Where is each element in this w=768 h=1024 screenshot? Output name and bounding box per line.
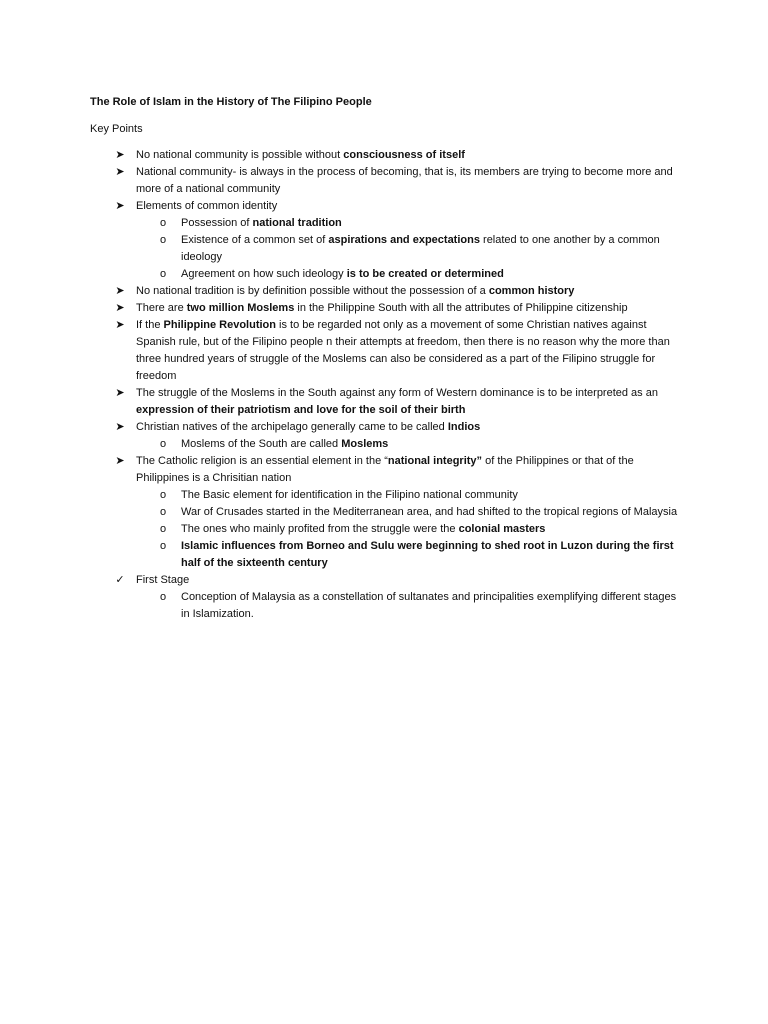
text-run: is to be regarded not only as a movement of some Christian natives against Spanish rule, but of the Filipino people n their attempts at freedom, then there is no reason why the more than three hundred years of struggle of the Moslems can also be considered as a part of the Filipino struggle for freedom [136,319,670,382]
text-run: Elements of common identity [136,200,278,212]
document-body [90,94,680,623]
text-run: The ones who mainly profited from the struggle were the [181,523,459,535]
text-run: Agreement on how such ideology [181,268,347,280]
text-run: related to one another by a common ideology [181,234,660,263]
list-item-text [136,319,670,382]
list-item [90,453,680,487]
list-item-text [136,166,673,195]
arrow-bullet-icon: ➤ [115,285,125,297]
list-item-text [136,302,628,314]
bold-text: aspirations and expectations [328,234,480,246]
circle-bullet-icon: o [159,506,167,518]
list-item [90,317,680,385]
arrow-bullet-icon: ➤ [115,302,125,314]
bold-text: Islamic influences from Borneo and Sulu were beginning to shed root in Luzon during the first half of the sixteenth century [181,540,674,569]
text-run: War of Crusades started in the Mediterranean area, and had shifted to the tropical regions of Malaysia [181,506,678,518]
arrow-bullet-icon: ➤ [115,149,125,161]
sub-list-item-text [181,268,504,280]
circle-bullet-icon: o [159,540,167,552]
sub-list-item-text [181,540,674,569]
text-run: The Basic element for identification in the Filipino national community [181,489,518,501]
arrow-bullet-icon: ➤ [115,455,125,467]
list-item [90,385,680,419]
sub-list-item-text [181,217,342,229]
bold-text: Moslems [341,438,389,450]
text-run: of the Philippines or that of the Philippines is a Chrisitian nation [136,455,634,484]
sub-list-item [90,266,680,283]
text-run: Existence of a common set of [181,234,329,246]
circle-bullet-icon: o [159,438,167,450]
sub-list-item [90,589,680,623]
key-points-heading: Key Points [90,123,143,135]
list-item [90,419,680,436]
arrow-bullet-icon: ➤ [115,319,125,331]
circle-bullet-icon: o [159,591,167,603]
list-item-text [136,285,574,297]
list-item-text [136,574,189,586]
document-title: The Role of Islam in the History of The Filipino People [90,96,372,108]
text-run: Moslems of the South are called [181,438,342,450]
bold-text: two million Moslems [186,302,295,314]
circle-bullet-icon: o [159,489,167,501]
sub-list-item-text [181,506,677,518]
sub-list-item-text [181,438,388,450]
sub-list-item [90,538,680,572]
bold-text: national tradition [252,217,342,229]
list-item-text [136,387,658,416]
list-item-text [136,455,634,484]
sub-list-item [90,436,680,453]
list-item-text [136,200,277,212]
text-run: Possession of [181,217,253,229]
list-item [90,572,680,589]
arrow-bullet-icon: ➤ [115,421,125,433]
text-run: in the Philippine South with all the attributes of Philippine citizenship [294,302,628,314]
sub-list-item-text [181,591,676,620]
bold-text: consciousness of itself [343,149,465,161]
text-run: No national tradition is by definition possible without the possession of a [136,285,489,297]
key-points-list [90,147,680,623]
circle-bullet-icon: o [159,234,167,246]
text-run: The Catholic religion is an essential element in the “ [136,455,388,467]
circle-bullet-icon: o [159,217,167,229]
circle-bullet-icon: o [159,268,167,280]
bold-text: expression of their patriotism and love for the soil of their birth [136,404,466,416]
checkmark-icon: ✓ [115,574,125,586]
bold-text: Philippine Revolution [163,319,276,331]
list-item [90,198,680,215]
list-item [90,300,680,317]
sub-list-item-text [181,523,545,535]
text-run: First Stage [136,574,190,586]
list-item [90,283,680,300]
arrow-bullet-icon: ➤ [115,387,125,399]
sub-list-item-text [181,489,518,501]
bold-text: Indios [447,421,481,433]
list-item [90,164,680,198]
text-run: The struggle of the Moslems in the South against any form of Western dominance is to be interpreted as an [136,387,658,399]
arrow-bullet-icon: ➤ [115,200,125,212]
bold-text: common history [488,285,575,297]
text-run: If the [136,319,164,331]
list-item-text [136,421,480,433]
circle-bullet-icon: o [159,523,167,535]
sub-list-item [90,504,680,521]
sub-list-item [90,521,680,538]
bold-text: colonial masters [458,523,546,535]
sub-list-item-text [181,234,660,263]
text-run: National community- is always in the process of becoming, that is, its members are trying to become more and more of a national community [136,166,673,195]
bold-text: national integrity” [387,455,483,467]
sub-list-item [90,232,680,266]
sub-list-item [90,215,680,232]
arrow-bullet-icon: ➤ [115,166,125,178]
sub-list-item [90,487,680,504]
text-run: There are [136,302,187,314]
bold-text: is to be created or determined [346,268,504,280]
list-item [90,147,680,164]
text-run: No national community is possible without [136,149,344,161]
list-item-text [136,149,465,161]
text-run: Conception of Malaysia as a constellation of sultanates and principalities exemplifying different stages in Islamization. [181,591,677,620]
text-run: Christian natives of the archipelago generally came to be called [136,421,448,433]
